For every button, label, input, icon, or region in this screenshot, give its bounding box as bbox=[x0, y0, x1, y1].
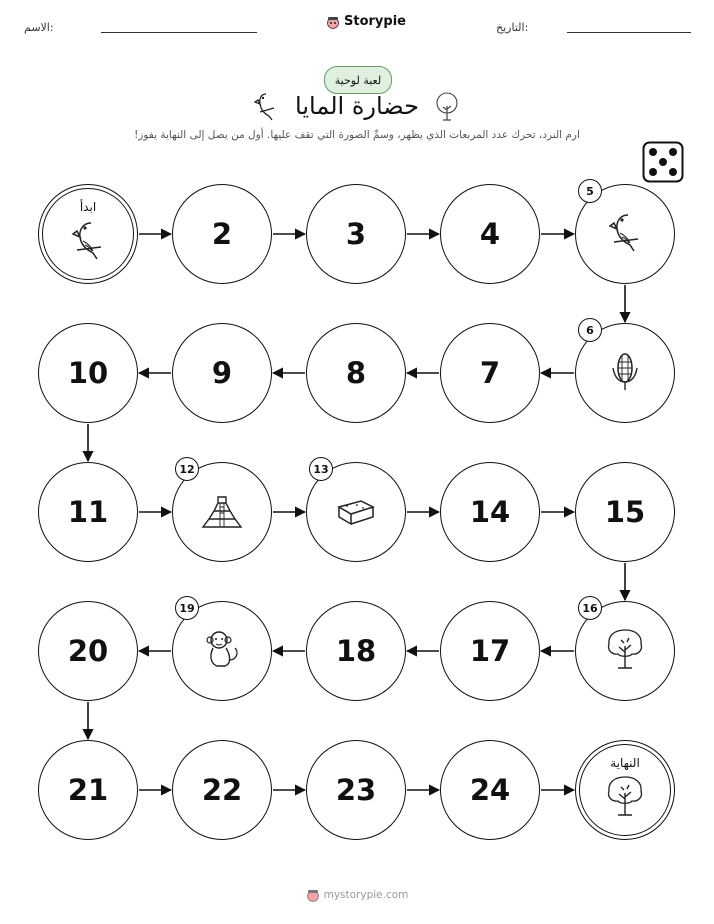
square-number: 7 bbox=[479, 356, 501, 390]
square-number: 24 bbox=[469, 773, 511, 807]
square-number-tag: 19 bbox=[175, 596, 199, 620]
square-number-tag: 5 bbox=[578, 179, 602, 203]
tree-icon bbox=[602, 626, 648, 676]
board-square bbox=[440, 323, 540, 423]
board-square bbox=[38, 462, 138, 562]
board-square bbox=[172, 462, 272, 562]
square-number: 20 bbox=[67, 634, 109, 668]
parrot-icon bbox=[602, 209, 648, 259]
square-number: 22 bbox=[201, 773, 243, 807]
square-number: 9 bbox=[211, 356, 233, 390]
board-square bbox=[172, 184, 272, 284]
square-number-tag: 12 bbox=[175, 457, 199, 481]
square-number: 21 bbox=[67, 773, 109, 807]
board-square bbox=[575, 184, 675, 284]
square-number-tag: 13 bbox=[309, 457, 333, 481]
square-number: 10 bbox=[67, 356, 109, 390]
board-square bbox=[38, 601, 138, 701]
square-number: 23 bbox=[335, 773, 377, 807]
board-square bbox=[172, 323, 272, 423]
square-number: 2 bbox=[211, 217, 233, 251]
board-square bbox=[172, 740, 272, 840]
board-square bbox=[575, 601, 675, 701]
end-square bbox=[575, 740, 675, 840]
square-number: 17 bbox=[469, 634, 511, 668]
monkey-icon bbox=[199, 626, 245, 676]
start-label: ابدأ bbox=[79, 200, 97, 214]
name-label: الاسم: bbox=[24, 21, 54, 34]
board-square bbox=[575, 323, 675, 423]
square-number: 3 bbox=[345, 217, 367, 251]
square-number: 11 bbox=[67, 495, 109, 529]
board-square bbox=[172, 601, 272, 701]
chocolate-block-icon bbox=[333, 487, 379, 537]
board-square bbox=[38, 740, 138, 840]
pyramid-icon bbox=[199, 487, 245, 537]
square-number-tag: 6 bbox=[578, 318, 602, 342]
corn-icon bbox=[602, 348, 648, 398]
end-label: النهاية bbox=[610, 756, 640, 770]
board-square bbox=[440, 601, 540, 701]
board-square bbox=[306, 323, 406, 423]
page-title: حضارة المايا bbox=[295, 92, 419, 120]
board-square bbox=[440, 740, 540, 840]
start-square bbox=[38, 184, 138, 284]
tree-icon bbox=[602, 773, 648, 823]
parrot-icon bbox=[65, 217, 111, 267]
date-label: التاريخ: bbox=[496, 21, 529, 34]
board-square bbox=[306, 601, 406, 701]
footer-site: mystorypie.com bbox=[323, 889, 409, 901]
footer bbox=[0, 888, 714, 902]
board-square bbox=[575, 462, 675, 562]
square-number: 8 bbox=[345, 356, 367, 390]
board-square bbox=[440, 184, 540, 284]
brand-name: Storypie bbox=[344, 14, 406, 29]
square-number: 4 bbox=[479, 217, 501, 251]
board-square bbox=[38, 323, 138, 423]
board-square bbox=[306, 184, 406, 284]
board-square bbox=[440, 462, 540, 562]
square-number: 15 bbox=[604, 495, 646, 529]
board-square bbox=[306, 740, 406, 840]
board-square bbox=[306, 462, 406, 562]
storypie-mascot-icon bbox=[306, 888, 320, 902]
square-number: 14 bbox=[469, 495, 511, 529]
square-number-tag: 16 bbox=[578, 596, 602, 620]
square-number: 18 bbox=[335, 634, 377, 668]
game-type-badge: لعبة لوحية bbox=[324, 66, 392, 94]
instructions-text: ارم النرد، تحرك عدد المربعات الذي يظهر، وسمِّ الصورة التي تقف عليها. أول من يصل إلى النهاية يفوز! bbox=[134, 129, 580, 141]
